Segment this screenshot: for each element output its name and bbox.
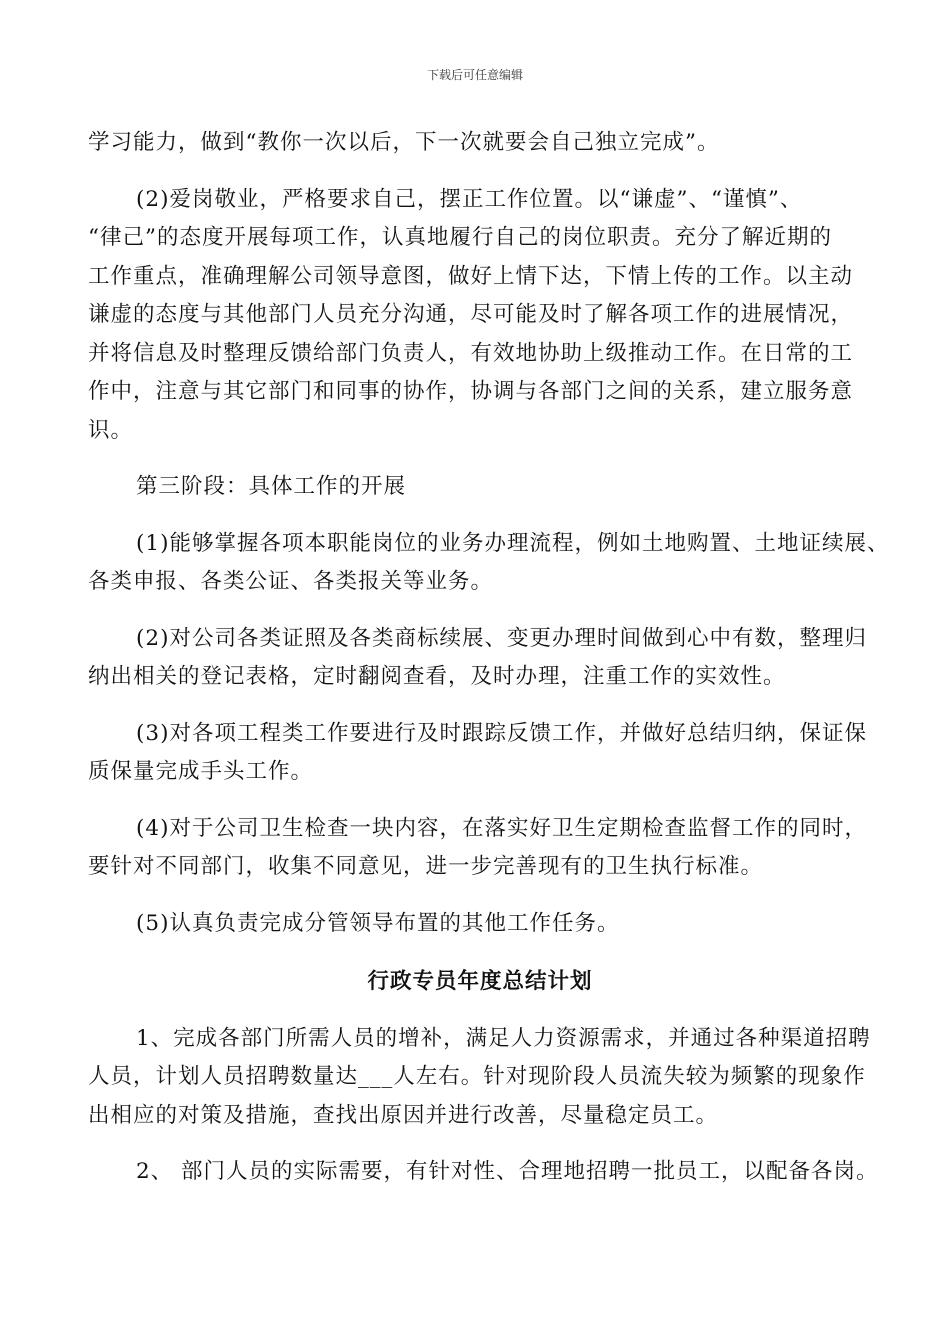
text-line: 2、 部门人员的实际需要，有针对性、合理地招聘一批员工，以配备各岗。 [136,1159,879,1184]
page-header: 下载后可任意编辑 [426,68,523,82]
paragraph-item-4-hygiene [88,810,872,887]
text-line: 学习能力，做到“教你一次以后，下一次就要会自己独立完成”。 [88,130,720,155]
text-line: 人员，计划人员招聘数量达___人左右。针对现阶段人员流失较为频繁的现象作 [88,1064,866,1089]
text-line: 并将信息及时整理反馈给部门负责人，有效地协助上级推动工作。在日常的工 [88,340,854,366]
section-title: 行政专员年度总结计划 [367,969,593,994]
text-line: (4)对于公司卫生检查一块内容，在落实好卫生定期检查监督工作的同时， [136,815,867,841]
text-line: 工作重点，准确理解公司领导意图，做好上情下达，下情上传的工作。以主动 [88,263,854,289]
paragraph-item-5-other-tasks [88,905,872,944]
paragraph-plan-2-staffing [88,1153,879,1192]
text-line: “律己”的态度开展每项工作，认真地履行自己的岗位职责。充分了解近期的 [88,225,832,250]
paragraph-item-1-procedures [88,525,890,602]
text-line: 要针对不同部门，收集不同意见，进一步完善现有的卫生执行标准。 [88,854,764,879]
paragraph-plan-1-recruitment [88,1020,872,1136]
paragraph-item-2-dedication [88,181,872,451]
text-line: 纳出相关的登记表格，定时翻阅查看，及时办理，注重工作的实效性。 [88,664,786,689]
text-line: (2)对公司各类证照及各类商标续展、变更办理时间做到心中有数，整理归 [136,625,867,651]
document-body [88,124,890,1192]
text-line: 1、完成各部门所需人员的增补，满足人力资源需求，并通过各种渠道招聘 [136,1025,871,1051]
text-line: (5)认真负责完成分管领导布置的其他工作任务。 [136,910,620,936]
paragraph-stage-three-heading [88,468,872,507]
paragraph-continuation [88,124,872,163]
text-line: (2)爱岗敬业，严格要求自己，摆正工作位置。以“谦虚”、“谨慎”、 [136,186,803,212]
text-line: (3)对各项工程类工作要进行及时跟踪反馈工作，并做好总结归纳，保证保 [136,720,867,746]
text-line: 质保量完成手头工作。 [88,759,314,784]
text-line: 谦虚的态度与其他部门人员充分沟通，尽可能及时了解各项工作的进展情况， [88,302,854,327]
text-line: 各类申报、各类公证、各类报关等业务。 [88,569,494,594]
text-line: 作中，注意与其它部门和同事的协作，协调与各部门之间的关系，建立服务意 [88,379,854,404]
paragraph-item-3-engineering [88,715,872,792]
text-line: 识。 [88,417,134,443]
text-line: 第三阶段：具体工作的开展 [136,474,407,499]
text-line: 出相应的对策及措施，查找出原因并进行改善，尽量稳定员工。 [88,1102,719,1128]
paragraph-item-2-licenses [88,620,872,697]
text-line: (1)能够掌握各项本职能岗位的业务办理流程，例如土地购置、土地证续展、 [136,530,890,556]
